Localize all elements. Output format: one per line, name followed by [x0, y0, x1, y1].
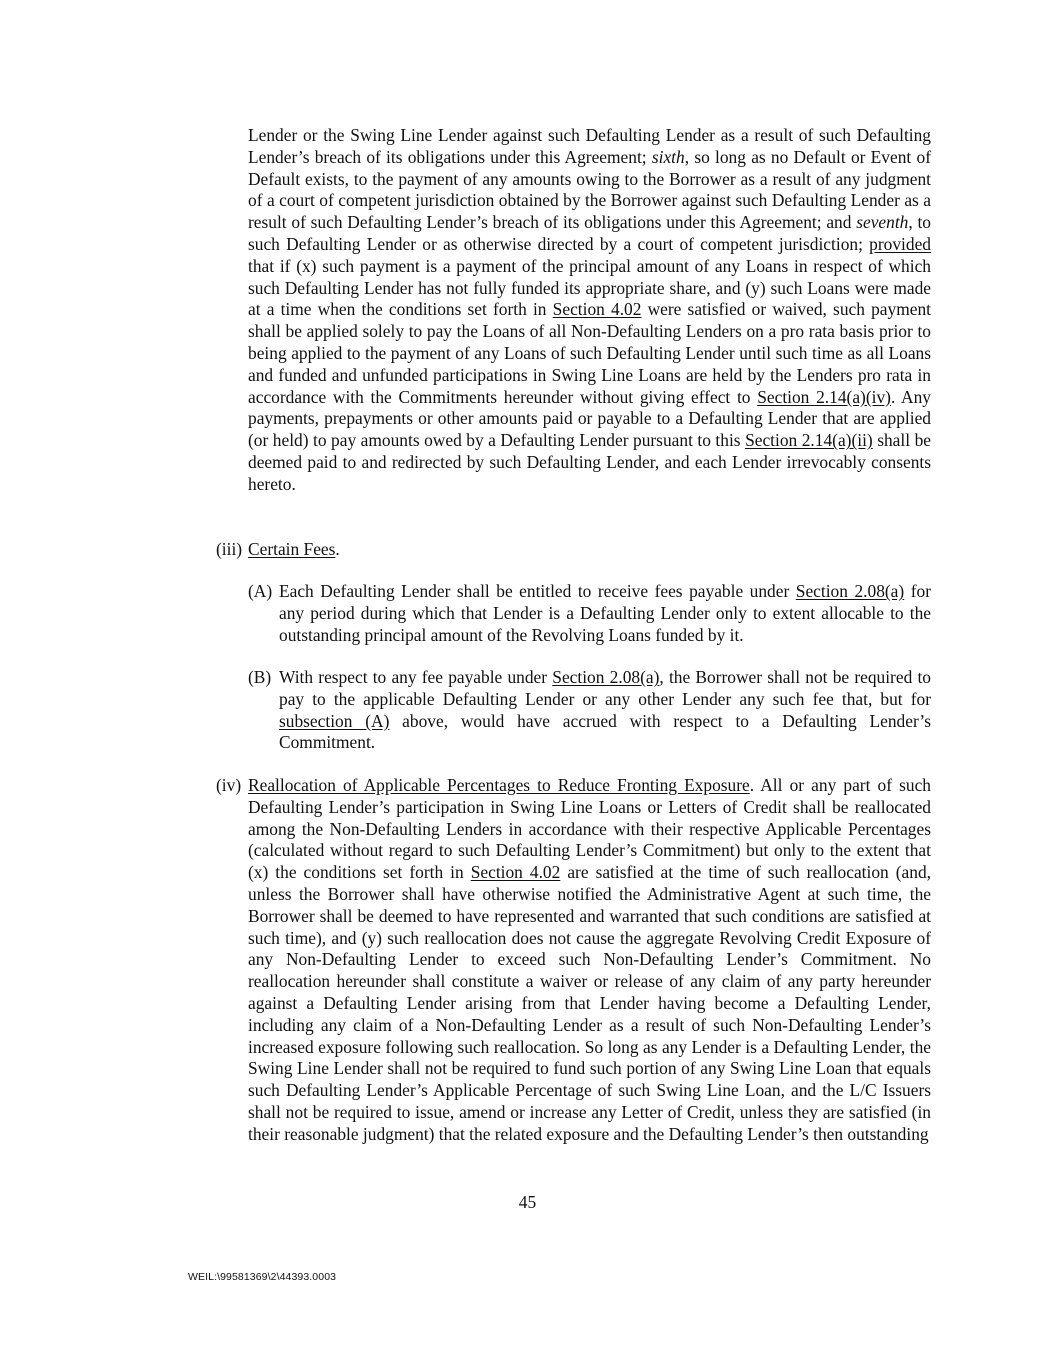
item-number: (iv) [216, 775, 242, 795]
subsection-ref-a: subsection (A) [279, 710, 390, 731]
section-ref-2-14-a-iv: Section 2.14(a)(iv) [757, 386, 891, 407]
subitem-number: (A) [248, 581, 273, 601]
heading-reallocation: Reallocation of Applicable Percentages to Reduce Fronting Exposure [248, 775, 750, 795]
section-ref-4-02: Section 4.02 [552, 299, 642, 320]
emphasis-sixth: sixth [651, 146, 685, 167]
emphasis-seventh: seventh [856, 212, 909, 233]
subitem-a-text: Each Defaulting Lender shall be entitled to receive fees payable under Section 2.08(a) for any period during which that Lender is a Defaulting Lender only to extent allocable to the outstanding principal amount of the Revolving Loans funded by it. [279, 581, 931, 645]
item-number: (iii) [216, 539, 243, 559]
section-ref-2-08-a: Section 2.08(a) [795, 581, 905, 601]
section-ref-2-14-a-ii: Section 2.14(a)(ii) [745, 430, 873, 451]
provided-term: provided [869, 233, 931, 254]
item-iv-text: Reallocation of Applicable Percentages to Reduce Fronting Exposure. All or any part of such Defaulting Lender’s participation in Swing Line Loans or Letters of Credit shall be reallocated among the Non-Defaulting Lenders in accordance with their respective Applicable Percentages (calculated without regard to such Defaulting Lender’s Commitment) but only to the extent that (x) the conditions set forth in Section 4.02 are satisfied at the time of such reallocation (and, unless the Borrower shall have otherwise notified the Administrative Agent at such time, the Borrower shall be deemed to have represented and warranted that such conditions are satisfied at such time), and (y) such reallocation does not cause the aggregate Revolving Credit Exposure of any Non-Defaulting Lender to exceed such Non-Defaulting Lender’s Commitment. No reallocation hereunder shall constitute a waiver or release of any claim of any party hereunder against a Defaulting Lender arising from that Lender having become a Defaulting Lender, including any claim of a Non-Defaulting Lender as a result of such Non-Defaulting Lender’s increased exposure following such reallocation. So long as any Lender is a Defaulting Lender, the Swing Line Lender shall not be required to fund such portion of any Swing Line Loan that equals such Defaulting Lender’s Applicable Percentage of such Swing Line Loan, and the L/C Issuers shall not be required to issue, amend or increase any Letter of Credit, unless they are satisfied (in their reasonable judgment) that the related exposure and the Defaulting Lender’s then outstanding [248, 775, 931, 1144]
section-ref-4-02: Section 4.02 [470, 862, 561, 883]
paragraph-continuation: Lender or the Swing Line Lender against such Defaulting Lender as a result of such Defaulting Lender’s breach of its obligations under this Agreement; sixth, so long as no Default or Event of Default exists, to the payment of any amounts owing to the Borrower as a result of any judgment of a court of competent jurisdiction obtained by the Borrower against such Defaulting Lender as a result of such Defaulting Lender’s breach of its obligations under this Agreement; and seventh, to such Defaulting Lender or as otherwise directed by a court of competent jurisdiction; provided that if (x) such payment is a payment of the principal amount of any Loans in respect of which such Defaulting Lender has not fully funded its appropriate share, and (y) such Loans were made at a time when the conditions set forth in Section 4.02 were satisfied or waived, such payment shall be applied solely to pay the Loans of all Non-Defaulting Lenders on a pro rata basis prior to being applied to the payment of any Loans of such Defaulting Lender until such time as all Loans and funded and unfunded participations in Swing Line Loans are held by the Lenders pro rata in accordance with the Commitments hereunder without giving effect to Section 2.14(a)(iv). Any payments, prepayments or other amounts paid or payable to a Defaulting Lender that are applied (or held) to pay amounts owed by a Defaulting Lender pursuant to this Section 2.14(a)(ii) shall be deemed paid to and redirected by such Defaulting Lender, and each Lender irrevocably consents hereto. [248, 125, 932, 494]
heading-certain-fees: Certain Fees [248, 539, 336, 559]
subitem-b-text: With respect to any fee payable under Section 2.08(a), the Borrower shall not be required to pay to the applicable Defaulting Lender or any other Lender any such fee that, but for subsection (A) above, would have accrued with respect to a Defaulting Lender’s Commitment. [279, 667, 931, 753]
section-ref-2-08-a: Section 2.08(a) [552, 667, 660, 687]
document-footer-id: WEIL:\99581369\2\44393.0003 [188, 1271, 337, 1283]
subitem-a [248, 581, 931, 646]
subitem-b [248, 667, 931, 754]
item-iii-heading: (iii) Certain Fees. [216, 539, 340, 559]
page-number: 45 [518, 1192, 537, 1212]
subitem-number: (B) [248, 667, 272, 687]
item-iv [216, 775, 931, 1146]
